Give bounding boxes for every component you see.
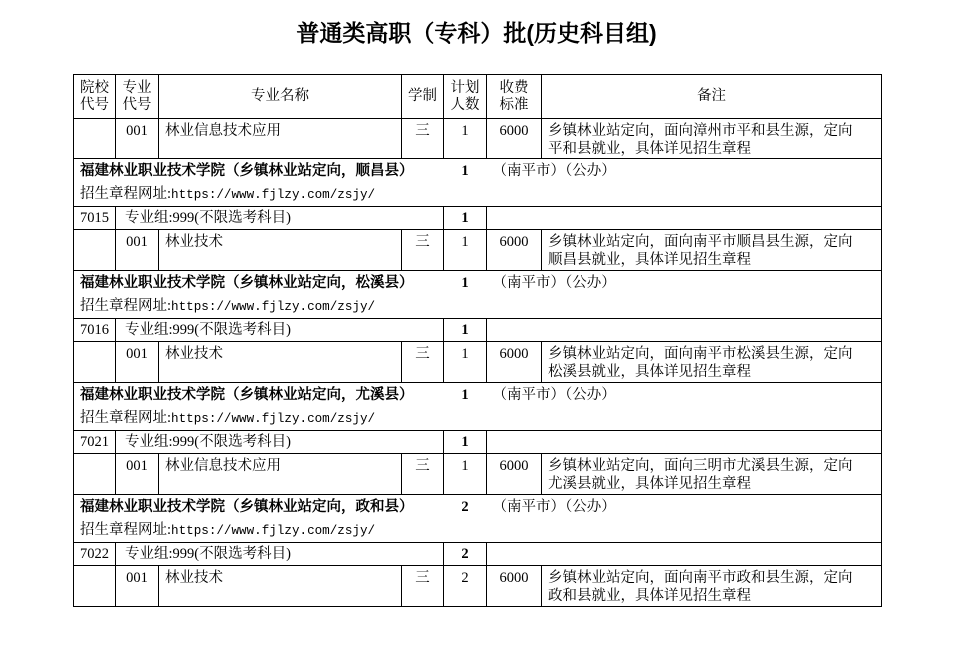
table-header-row (74, 75, 882, 119)
header-line: 标准 (499, 96, 529, 113)
url-label: 招生章程网址: (80, 185, 172, 202)
major-row (74, 454, 882, 495)
url-text: https://www.fjlzy.com/zsjy/ (171, 299, 376, 314)
empty-cell (74, 454, 116, 495)
empty-cell (74, 230, 116, 271)
empty-cell (487, 543, 882, 566)
major-code: 001 (116, 119, 159, 159)
fee: 6000 (487, 230, 542, 271)
major-name: 林业信息技术应用 (159, 454, 402, 495)
url-text: https://www.fjlzy.com/zsjy/ (171, 411, 376, 426)
plan-count: 1 (444, 119, 487, 159)
major-code: 001 (116, 566, 159, 607)
major-row (74, 119, 882, 159)
group-row (74, 543, 882, 566)
header-major-name (159, 75, 402, 119)
note: 乡镇林业站定向，面向南平市松溪县生源，定向松溪县就业，具体详见招生章程 (542, 342, 882, 383)
school-location-type: （南平市）（公办） (487, 383, 882, 407)
note: 乡镇林业站定向，面向三明市尤溪县生源，定向尤溪县就业，具体详见招生章程 (542, 454, 882, 495)
school-code: 7015 (74, 207, 116, 230)
admission-url-cell (74, 519, 882, 543)
fee: 6000 (487, 342, 542, 383)
url-label: 招生章程网址: (80, 297, 172, 314)
major-row (74, 342, 882, 383)
major-name: 林业技术 (159, 342, 402, 383)
admission-url-cell (74, 295, 882, 319)
header-line: 人数 (450, 96, 480, 113)
admission-plan-table (73, 74, 882, 607)
school-name: 福建林业职业技术学院（乡镇林业站定向，松溪县） (74, 271, 444, 295)
header-line: 学制 (408, 88, 437, 104)
duration: 三 (402, 566, 444, 607)
school-row (74, 383, 882, 407)
school-row (74, 159, 882, 183)
header-line: 专业名称 (251, 88, 309, 104)
major-name: 林业技术 (159, 566, 402, 607)
header-line: 计划 (450, 79, 480, 96)
header-line: 代号 (80, 96, 109, 113)
url-text: https://www.fjlzy.com/zsjy/ (171, 523, 376, 538)
school-plan-count: 1 (444, 383, 487, 407)
school-url-row (74, 183, 882, 207)
plan-count: 2 (444, 566, 487, 607)
duration: 三 (402, 230, 444, 271)
school-url-row (74, 295, 882, 319)
empty-cell (74, 566, 116, 607)
plan-count: 1 (444, 230, 487, 271)
school-plan-count: 1 (444, 271, 487, 295)
school-location-type: （南平市）（公办） (487, 495, 882, 519)
major-name: 林业技术 (159, 230, 402, 271)
page-title: 普通类高职（专科）批(历史科目组) (296, 20, 657, 46)
header-line: 代号 (122, 96, 152, 113)
header-school-code (74, 75, 116, 119)
url-text: https://www.fjlzy.com/zsjy/ (171, 187, 376, 202)
note: 乡镇林业站定向，面向漳州市平和县生源，定向平和县就业，具体详见招生章程 (542, 119, 882, 159)
fee: 6000 (487, 119, 542, 159)
header-fee (487, 75, 542, 119)
group-row (74, 207, 882, 230)
group-plan-count: 1 (444, 207, 487, 230)
plan-count: 1 (444, 342, 487, 383)
group-row (74, 431, 882, 454)
school-code: 7022 (74, 543, 116, 566)
header-line: 收费 (499, 79, 529, 96)
major-group-name: 专业组:999(不限选考科目) (116, 543, 444, 566)
group-plan-count: 1 (444, 431, 487, 454)
note: 乡镇林业站定向，面向南平市顺昌县生源，定向顺昌县就业，具体详见招生章程 (542, 230, 882, 271)
header-line: 专业 (122, 79, 152, 96)
header-line: 院校 (80, 79, 109, 96)
plan-count: 1 (444, 454, 487, 495)
major-group-name: 专业组:999(不限选考科目) (116, 207, 444, 230)
header-line: 备注 (697, 88, 726, 104)
header-major-code (116, 75, 159, 119)
school-location-type: （南平市）（公办） (487, 271, 882, 295)
url-label: 招生章程网址: (80, 409, 172, 426)
empty-cell (487, 207, 882, 230)
school-code: 7021 (74, 431, 116, 454)
major-row (74, 566, 882, 607)
school-row (74, 495, 882, 519)
major-row (74, 230, 882, 271)
major-code: 001 (116, 342, 159, 383)
school-url-row (74, 407, 882, 431)
admission-url-cell (74, 407, 882, 431)
major-name: 林业信息技术应用 (159, 119, 402, 159)
fee: 6000 (487, 566, 542, 607)
group-row (74, 319, 882, 342)
school-code: 7016 (74, 319, 116, 342)
url-label: 招生章程网址: (80, 521, 172, 538)
school-url-row (74, 519, 882, 543)
duration: 三 (402, 454, 444, 495)
admission-url-cell (74, 183, 882, 207)
school-plan-count: 2 (444, 495, 487, 519)
duration: 三 (402, 119, 444, 159)
empty-cell (74, 342, 116, 383)
major-code: 001 (116, 230, 159, 271)
empty-cell (487, 431, 882, 454)
school-plan-count: 1 (444, 159, 487, 183)
school-name: 福建林业职业技术学院（乡镇林业站定向，顺昌县） (74, 159, 444, 183)
group-plan-count: 2 (444, 543, 487, 566)
duration: 三 (402, 342, 444, 383)
note: 乡镇林业站定向，面向南平市政和县生源，定向政和县就业，具体详见招生章程 (542, 566, 882, 607)
school-row (74, 271, 882, 295)
fee: 6000 (487, 454, 542, 495)
major-group-name: 专业组:999(不限选考科目) (116, 319, 444, 342)
empty-cell (74, 119, 116, 159)
school-location-type: （南平市）（公办） (487, 159, 882, 183)
header-note (542, 75, 882, 119)
header-plan-count (444, 75, 487, 119)
school-name: 福建林业职业技术学院（乡镇林业站定向，政和县） (74, 495, 444, 519)
major-code: 001 (116, 454, 159, 495)
group-plan-count: 1 (444, 319, 487, 342)
school-name: 福建林业职业技术学院（乡镇林业站定向，尤溪县） (74, 383, 444, 407)
header-duration (402, 75, 444, 119)
empty-cell (487, 319, 882, 342)
major-group-name: 专业组:999(不限选考科目) (116, 431, 444, 454)
